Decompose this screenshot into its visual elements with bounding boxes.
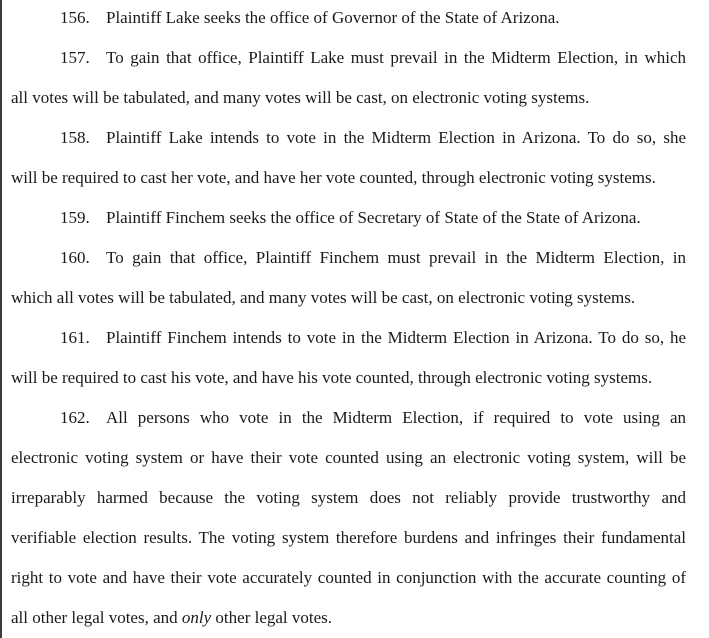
paragraph-text: all other legal votes, and — [11, 608, 178, 627]
paragraph-text: Plaintiff Finchem seeks the office of Secretary of State of the State of Arizona. — [106, 208, 641, 227]
paragraph-158-line-1 — [11, 118, 686, 158]
paragraph-162-line-2: electronic voting system or have their vote counted using an electronic voting system, will be — [11, 448, 686, 467]
paragraph-number: 160. — [60, 248, 90, 267]
paragraph-text: To gain that office, Plaintiff Finchem must prevail in the Midterm Election, in — [106, 248, 686, 267]
paragraph-161-line-2: will be required to cast his vote, and have his vote counted, through electronic voting systems. — [11, 368, 653, 387]
paragraph-160-line-1 — [11, 238, 686, 278]
paragraph-text: Plaintiff Lake seeks the office of Governor of the State of Arizona. — [106, 8, 560, 27]
paragraph-number: 156. — [60, 8, 90, 27]
paragraph-156-line-1 — [11, 0, 686, 38]
document-page — [11, 0, 686, 638]
paragraph-162-line-3: irreparably harmed because the voting system does not reliably provide trustworthy and — [11, 488, 686, 507]
paragraph-162-line-5: right to vote and have their vote accurately counted in conjunction with the accurate counting of — [11, 568, 686, 587]
paragraph-number: 161. — [60, 328, 90, 347]
paragraph-text: Plaintiff Lake intends to vote in the Midterm Election in Arizona. To do so, she — [106, 128, 686, 147]
paragraph-160-line-2: which all votes will be tabulated, and many votes will be cast, on electronic voting systems. — [11, 288, 636, 307]
paragraph-text: Plaintiff Finchem intends to vote in the Midterm Election in Arizona. To do so, he — [106, 328, 686, 347]
paragraph-number: 162. — [60, 408, 90, 427]
paragraph-text: other legal votes. — [215, 608, 333, 627]
paragraph-number: 157. — [60, 48, 90, 67]
paragraph-162-line-6 — [11, 598, 686, 638]
paragraph-157-line-1 — [11, 38, 686, 78]
left-margin-rule — [0, 0, 2, 638]
paragraph-number: 158. — [60, 128, 90, 147]
paragraph-159-line-1 — [11, 198, 686, 238]
paragraph-158-line-2: will be required to cast her vote, and have her vote counted, through electronic voting systems. — [11, 168, 656, 187]
paragraph-text: All persons who vote in the Midterm Election, if required to vote using an — [106, 408, 686, 427]
paragraph-162-line-1 — [11, 398, 686, 438]
paragraph-number: 159. — [60, 208, 90, 227]
paragraph-161-line-1 — [11, 318, 686, 358]
paragraph-162-line-4: verifiable election results. The voting system therefore burdens and infringes their fundamental — [11, 528, 686, 547]
paragraph-text: To gain that office, Plaintiff Lake must prevail in the Midterm Election, in which — [106, 48, 686, 67]
emphasis-text: only — [181, 608, 212, 627]
paragraph-157-line-2: all votes will be tabulated, and many votes will be cast, on electronic voting systems. — [11, 88, 590, 107]
